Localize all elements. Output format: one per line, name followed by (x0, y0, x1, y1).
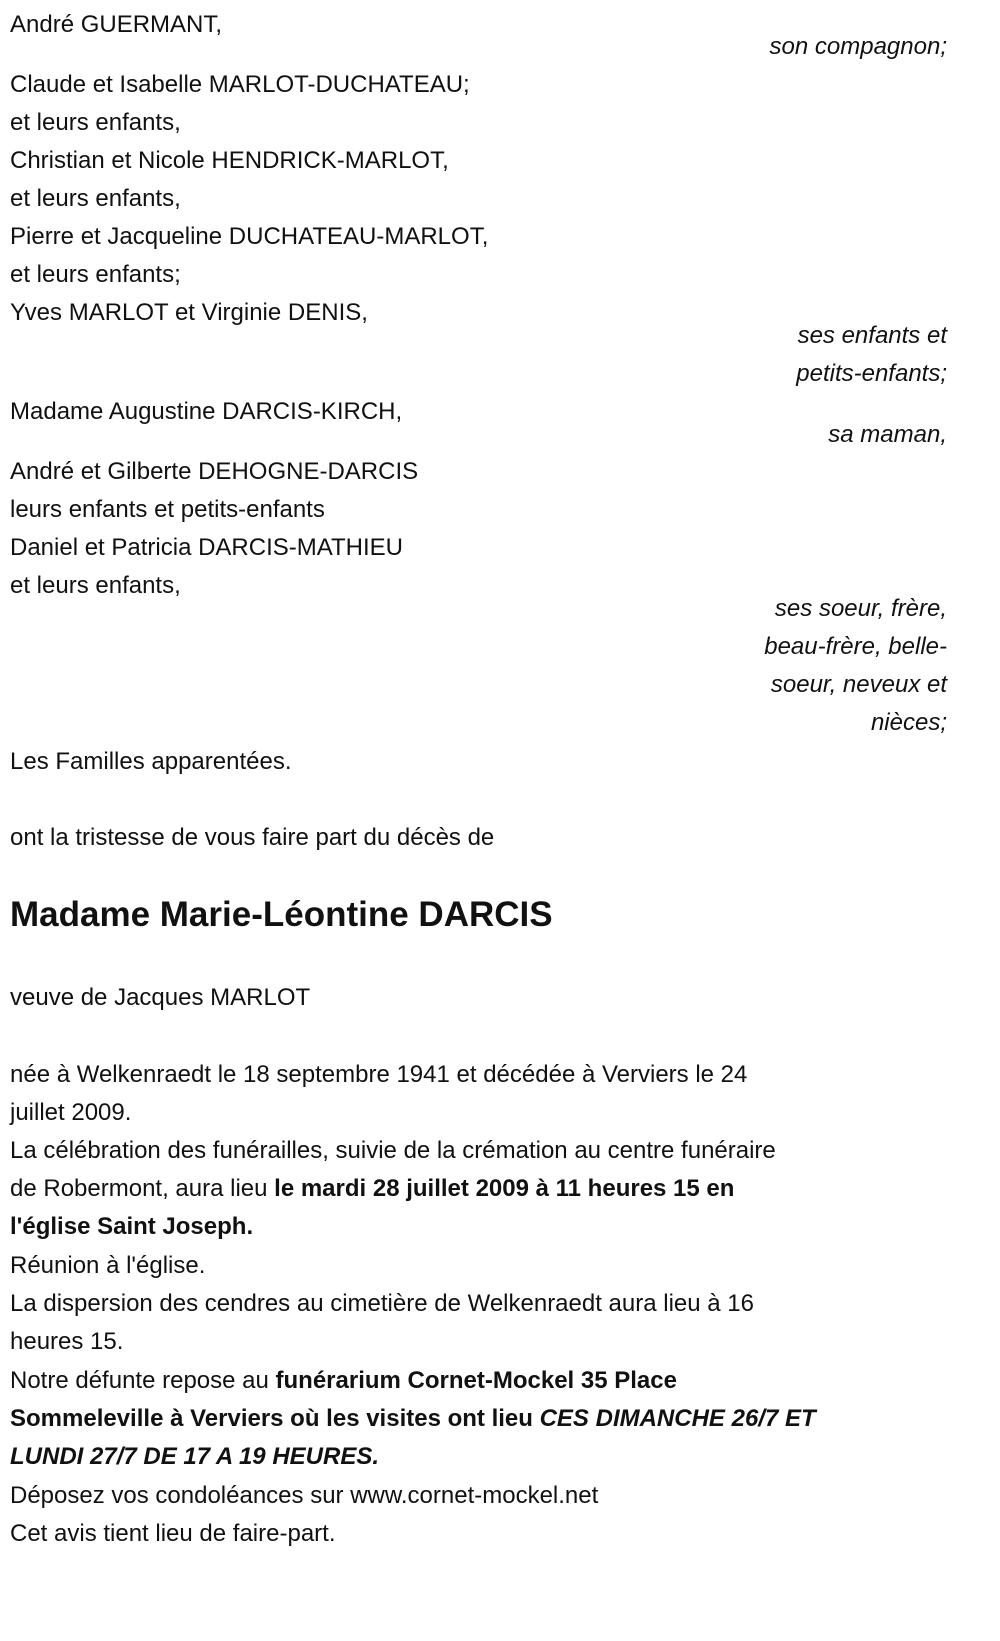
condolences-line: Déposez vos condoléances sur www.cornet-mockel.net (10, 1482, 599, 1509)
companion-role: son compagnon; (769, 33, 947, 60)
children-role: petits-enfants; (796, 360, 947, 387)
family-line: et leurs enfants, (10, 185, 181, 212)
family-line: leurs enfants et petits-enfants (10, 496, 325, 523)
mother-name: Madame Augustine DARCIS-KIRCH, (10, 398, 403, 425)
funerarium-address: Sommeleville à Verviers où les visites ont lieu (10, 1405, 540, 1432)
siblings-role: ses soeur, frère, (774, 595, 947, 622)
announcement: ont la tristesse de vous faire part du décès de (10, 824, 495, 851)
visit-times: LUNDI 27/7 DE 17 A 19 HEURES. (10, 1443, 380, 1470)
family-line: André et Gilberte DEHOGNE-DARCIS (10, 458, 419, 485)
ceremony-date: le mardi 28 juillet 2009 à 11 heures 15 en (274, 1175, 735, 1202)
detail-line (10, 1362, 677, 1400)
detail-text: Notre défunte repose au (10, 1367, 276, 1394)
visit-times: CES DIMANCHE 26/7 ET (539, 1405, 816, 1432)
detail-line: Réunion à l'église. (10, 1252, 206, 1279)
detail-line: La célébration des funérailles, suivie de la crémation au centre funéraire (10, 1137, 776, 1164)
family-line: et leurs enfants, (10, 109, 181, 136)
detail-line (10, 1400, 816, 1438)
detail-line (10, 1438, 379, 1476)
children-role: ses enfants et (797, 322, 947, 349)
family-line: Daniel et Patricia DARCIS-MATHIEU (10, 534, 403, 561)
detail-line: La dispersion des cendres au cimetière de Welkenraedt aura lieu à 16 (10, 1290, 754, 1317)
ceremony-place: l'église Saint Joseph. (10, 1213, 254, 1240)
related-families: Les Familles apparentées. (10, 748, 292, 775)
siblings-role: beau-frère, belle- (764, 633, 947, 660)
detail-line: née à Welkenraedt le 18 septembre 1941 et décédée à Verviers le 24 (10, 1061, 748, 1088)
detail-line: juillet 2009. (10, 1099, 132, 1126)
siblings-role: soeur, neveux et (770, 671, 947, 698)
family-line: et leurs enfants; (10, 261, 181, 288)
widow-of: veuve de Jacques MARLOT (10, 984, 311, 1011)
detail-text: de Robermont, aura lieu (10, 1175, 275, 1202)
detail-line (10, 1170, 734, 1208)
companion-name: André GUERMANT, (10, 11, 223, 38)
detail-line: heures 15. (10, 1328, 124, 1355)
siblings-role: nièces; (870, 709, 947, 736)
family-line: Pierre et Jacqueline DUCHATEAU-MARLOT, (10, 223, 489, 250)
family-line: Yves MARLOT et Virginie DENIS, (10, 299, 368, 326)
deceased-name: Madame Marie-Léontine DARCIS (10, 895, 553, 934)
closing-line: Cet avis tient lieu de faire-part. (10, 1520, 336, 1547)
mother-role: sa maman, (828, 421, 947, 448)
detail-line (10, 1208, 253, 1246)
funerarium-address: funérarium Cornet-Mockel 35 Place (275, 1367, 677, 1394)
family-line: Christian et Nicole HENDRICK-MARLOT, (10, 147, 449, 174)
family-line: Claude et Isabelle MARLOT-DUCHATEAU; (10, 71, 470, 98)
family-line: et leurs enfants, (10, 572, 181, 599)
